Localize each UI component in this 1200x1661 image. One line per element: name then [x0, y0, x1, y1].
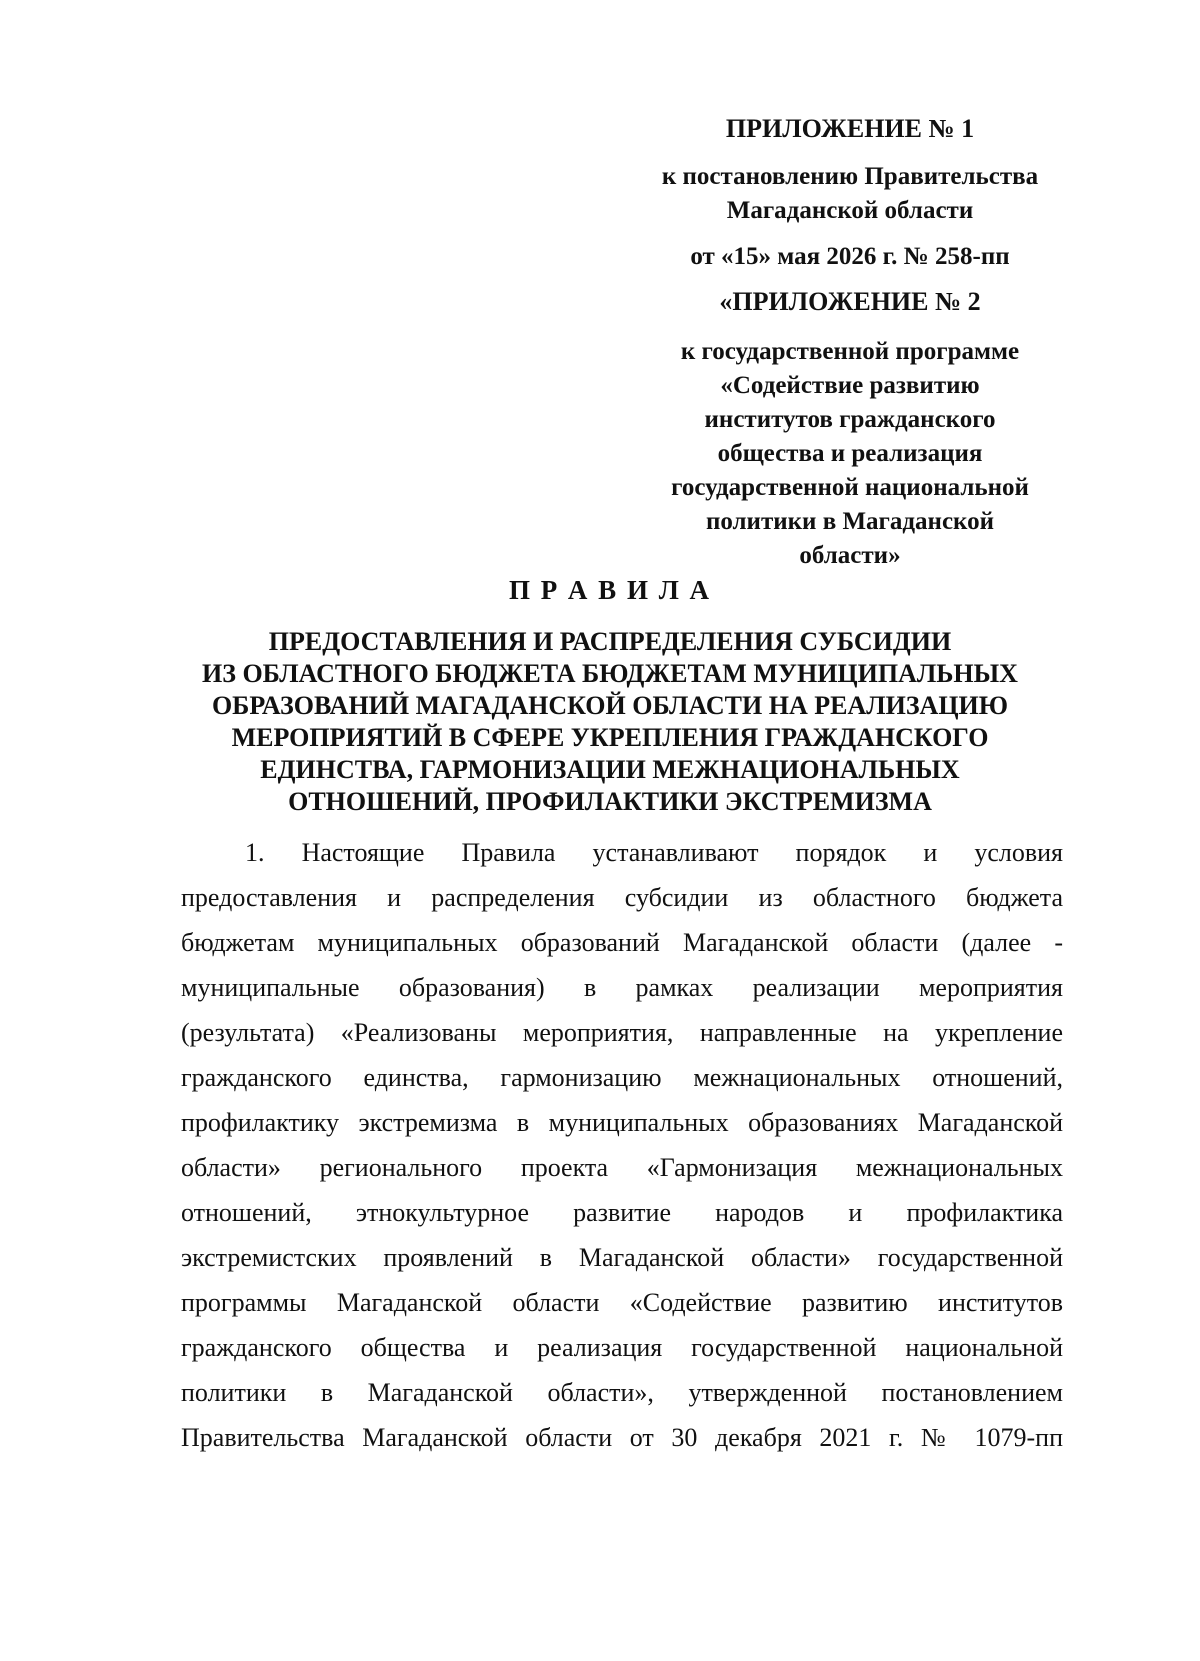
appendix-1-block: [630, 112, 1070, 274]
appendix-2-line: государственной национальной: [671, 474, 1029, 501]
appendix-1-line: к постановлению Правительства: [661, 163, 1039, 190]
paragraph-line: области» регионального проекта «Гармонизация межнациональных: [181, 1153, 1063, 1182]
paragraph-line: отношений, этнокультурное развитие народов и профилактика: [181, 1198, 1063, 1227]
paragraph-1: [181, 830, 1063, 1460]
appendix-2-line: «Содействие развитию: [720, 372, 980, 399]
title-line: ОБРАЗОВАНИЙ МАГАДАНСКОЙ ОБЛАСТИ НА РЕАЛИЗАЦИЮ: [211, 691, 1009, 720]
paragraph-line: гражданского общества и реализация государственной национальной: [181, 1333, 1063, 1362]
title-line: МЕРОПРИЯТИЙ В СФЕРЕ УКРЕПЛЕНИЯ ГРАЖДАНСКОГО: [231, 723, 989, 752]
document-title: [160, 572, 1060, 818]
appendix-2-line: институтов гражданского: [704, 406, 996, 433]
paragraph-line: Правительства Магаданской области от 30 декабря 2021 г. № 1079-пп: [181, 1423, 1063, 1452]
paragraph-line: (результата) «Реализованы мероприятия, направленные на укрепление: [181, 1018, 1063, 1047]
appendix-1-line: Магаданской области: [726, 197, 974, 224]
title-line: ЕДИНСТВА, ГАРМОНИЗАЦИИ МЕЖНАЦИОНАЛЬНЫХ: [260, 755, 960, 784]
appendix-2-line: политики в Магаданской: [705, 508, 995, 535]
paragraph-line: бюджетам муниципальных образований Магаданской области (далее -: [181, 928, 1063, 957]
paragraph-line: политики в Магаданской области», утвержденной постановлением: [181, 1378, 1063, 1407]
paragraph-line: экстремистских проявлений в Магаданской области» государственной: [181, 1243, 1063, 1272]
appendix-2-block: [630, 285, 1070, 573]
title-line: ИЗ ОБЛАСТНОГО БЮДЖЕТА БЮДЖЕТАМ МУНИЦИПАЛЬНЫХ: [202, 659, 1018, 688]
title-line: ПРЕДОСТАВЛЕНИЯ И РАСПРЕДЕЛЕНИЯ СУБСИДИИ: [268, 627, 952, 656]
paragraph-line: программы Магаданской области «Содействие развитию институтов: [181, 1288, 1063, 1317]
paragraph-line: предоставления и распределения субсидии из областного бюджета: [181, 883, 1063, 912]
appendix-2-line: общества и реализация: [717, 440, 983, 467]
title-line: ОТНОШЕНИЙ, ПРОФИЛАКТИКИ ЭКСТРЕМИЗМА: [288, 787, 932, 816]
paragraph-line: профилактику экстремизма в муниципальных образованиях Магаданской: [181, 1108, 1063, 1137]
title-heading: П Р А В И Л А: [508, 575, 712, 605]
appendix-2-title: «ПРИЛОЖЕНИЕ № 2: [719, 287, 981, 316]
paragraph-line: 1. Настоящие Правила устанавливают порядок и условия: [245, 838, 1063, 867]
appendix-2-line: области»: [799, 542, 901, 569]
appendix-2-line: к государственной программе: [680, 338, 1020, 365]
appendix-1-title: ПРИЛОЖЕНИЕ № 1: [725, 114, 975, 143]
appendix-1-date: от «15» мая 2026 г. № 258-пп: [690, 243, 1010, 270]
paragraph-line: гражданского единства, гармонизацию межнациональных отношений,: [181, 1063, 1063, 1092]
paragraph-line: муниципальные образования) в рамках реализации мероприятия: [181, 973, 1063, 1002]
